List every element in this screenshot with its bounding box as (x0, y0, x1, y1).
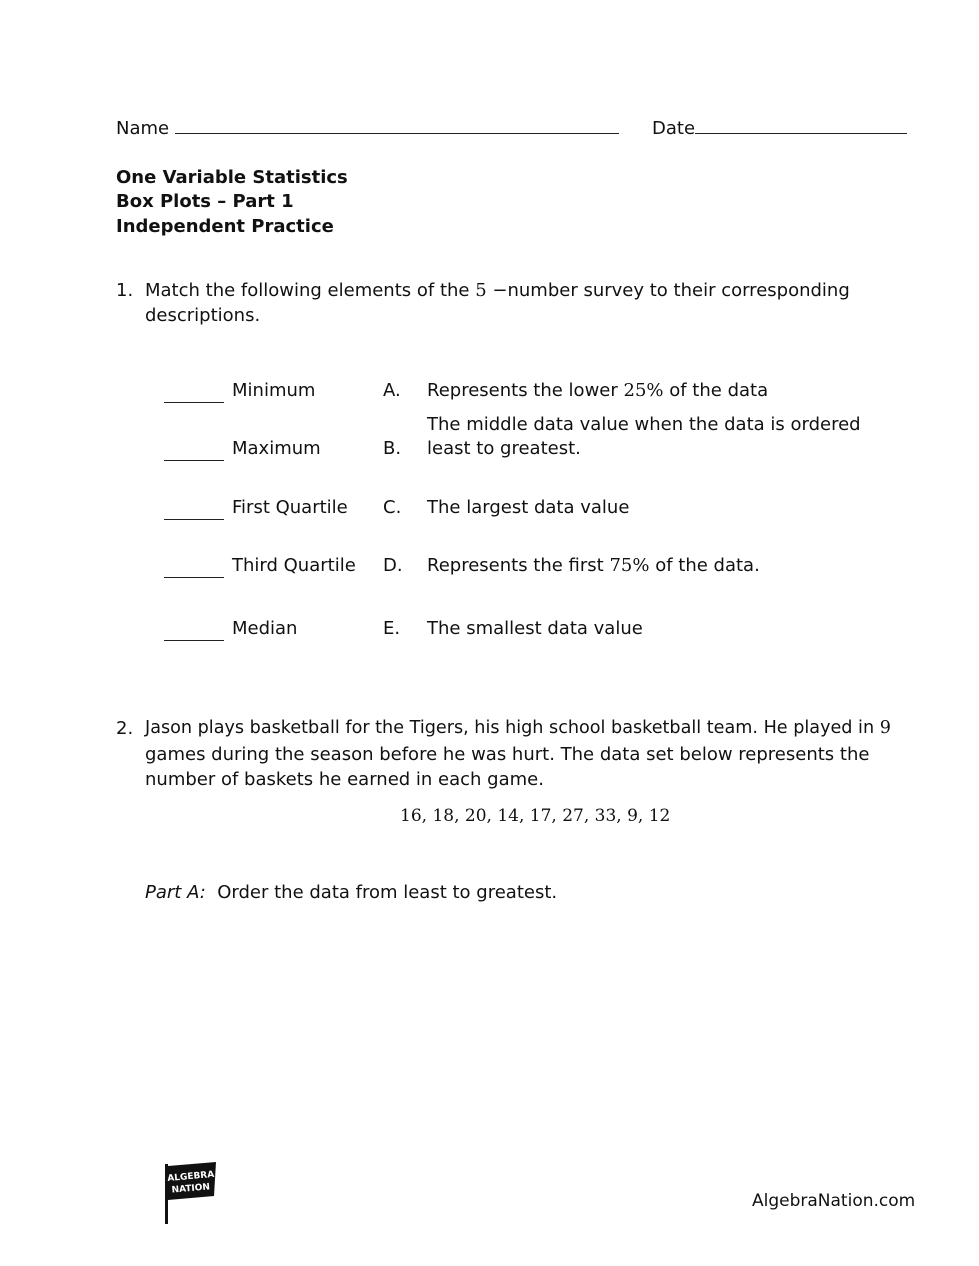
name-field[interactable] (116, 118, 619, 139)
term-maximum: Maximum (232, 438, 321, 459)
desc-d-pre: Represents the first (427, 555, 610, 576)
logo-text-1: ALGEBRA (166, 1169, 215, 1185)
desc-a-post: of the data (663, 380, 769, 401)
desc-a (427, 380, 768, 401)
title-topic: Box Plots – Part 1 (116, 191, 294, 212)
letter-e: E. (383, 618, 401, 639)
title-practice: Independent Practice (116, 216, 334, 237)
q2-text-line1 (145, 718, 891, 738)
q2-text-line3: number of baskets he earned in each game. (145, 769, 544, 790)
desc-d (427, 555, 760, 576)
desc-d-post: of the data. (649, 555, 760, 576)
flag-icon (160, 1160, 220, 1226)
algebra-nation-logo (160, 1160, 220, 1226)
term-first-quartile: First Quartile (232, 497, 348, 518)
desc-a-pre: Represents the lower (427, 380, 624, 401)
name-blank[interactable] (175, 133, 619, 134)
q2-part-a-text: Order the data from least to greatest. (205, 882, 558, 903)
letter-d: D. (383, 555, 403, 576)
match-blank-maximum[interactable] (164, 460, 224, 461)
q2-part-a (145, 882, 557, 903)
q2-data-set: 16, 18, 20, 14, 17, 27, 33, 9, 12 (400, 806, 671, 826)
letter-c: C. (383, 497, 402, 518)
match-blank-minimum[interactable] (164, 402, 224, 403)
letter-b: B. (383, 438, 402, 459)
q2-number: 2. (116, 718, 134, 739)
title-subject: One Variable Statistics (116, 167, 348, 188)
desc-d-num: 75% (609, 555, 650, 576)
q2-text-line2: games during the season before he was hurt. The data set below represents the (145, 744, 870, 765)
q1-text-a: Match the following elements of the (145, 280, 476, 301)
q1-text-b: −number survey to their corresponding (486, 280, 850, 301)
q1-text-line1 (145, 280, 850, 301)
desc-e: The smallest data value (427, 618, 643, 639)
q1-text-line2: descriptions. (145, 305, 261, 326)
letter-a: A. (383, 380, 401, 401)
match-blank-first-quartile[interactable] (164, 519, 224, 520)
term-median: Median (232, 618, 298, 639)
q1-text-num: 5 (475, 280, 487, 301)
desc-c: The largest data value (427, 497, 630, 518)
date-label: Date (652, 118, 696, 139)
desc-b-line2: least to greatest. (427, 438, 581, 459)
term-third-quartile: Third Quartile (232, 555, 356, 576)
q2-line1-num: 9 (879, 718, 891, 738)
desc-a-num: 25% (623, 380, 664, 401)
name-label: Name (116, 118, 175, 139)
footer-website: AlgebraNation.com (752, 1191, 916, 1211)
desc-b-line1: The middle data value when the data is ordered (427, 414, 861, 435)
match-blank-median[interactable] (164, 640, 224, 641)
q2-line1-text: Jason plays basketball for the Tigers, his high school basketball team. He played in (145, 718, 880, 738)
match-blank-third-quartile[interactable] (164, 577, 224, 578)
date-field[interactable] (652, 118, 907, 139)
q1-number: 1. (116, 280, 134, 301)
term-minimum: Minimum (232, 380, 316, 401)
q2-part-a-label: Part A: (145, 882, 206, 903)
logo-text-2: NATION (171, 1182, 211, 1196)
date-blank[interactable] (695, 133, 907, 134)
